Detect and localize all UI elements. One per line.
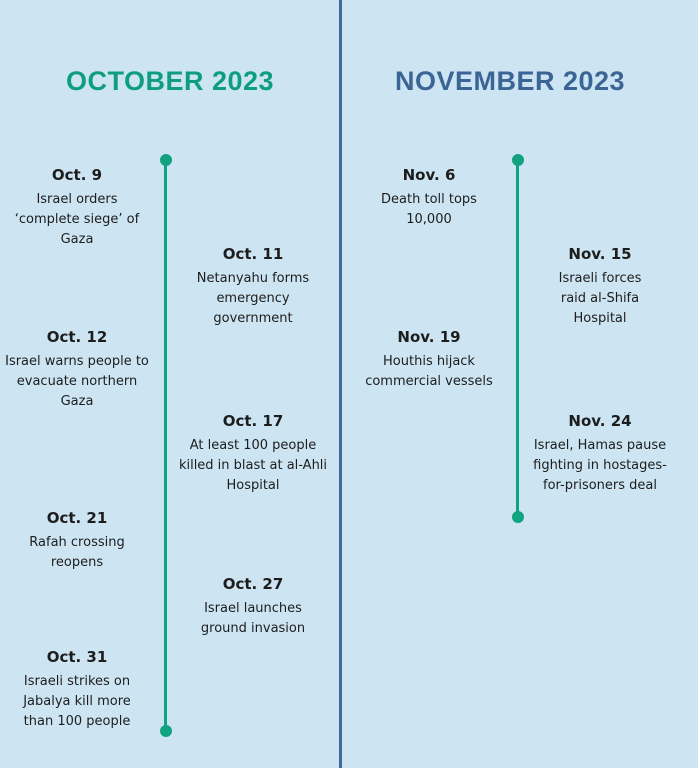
november-timeline-end-dot bbox=[512, 511, 524, 523]
event-description: Israel launches ground invasion bbox=[200, 601, 306, 636]
timeline-event-oct-9 bbox=[2, 166, 152, 250]
timeline-event-nov-19 bbox=[354, 328, 504, 392]
timeline-event-nov-24 bbox=[525, 412, 675, 496]
event-description: Rafah crossing reopens bbox=[29, 535, 125, 570]
event-description: Israel warns people to evacuate northern Gaza bbox=[5, 354, 149, 409]
timeline-event-oct-27 bbox=[178, 575, 328, 639]
event-description: Netanyahu forms emergency government bbox=[196, 271, 310, 326]
timeline-event-nov-6 bbox=[354, 166, 504, 230]
event-description: At least 100 people killed in blast at al-Ahli Hospital bbox=[178, 438, 328, 493]
event-date: Oct. 9 bbox=[51, 166, 103, 184]
event-date: Oct. 12 bbox=[46, 328, 108, 346]
month-divider bbox=[339, 0, 342, 768]
november-timeline-line bbox=[516, 160, 519, 517]
event-date: Oct. 11 bbox=[222, 245, 284, 263]
november-timeline-start-dot bbox=[512, 154, 524, 166]
november-title: NOVEMBER 2023 bbox=[394, 66, 626, 96]
event-date: Nov. 6 bbox=[402, 166, 456, 184]
event-date: Nov. 24 bbox=[568, 412, 632, 430]
event-description: Death toll tops 10,000 bbox=[381, 192, 477, 227]
timeline-event-oct-17 bbox=[178, 412, 328, 496]
event-description: Israeli strikes on Jabalya kill more than 100 people bbox=[23, 674, 131, 729]
timeline-event-oct-12 bbox=[2, 328, 152, 412]
october-timeline-line bbox=[164, 160, 167, 731]
timeline-event-oct-31 bbox=[2, 648, 152, 732]
event-date: Oct. 31 bbox=[46, 648, 108, 666]
october-timeline-start-dot bbox=[160, 154, 172, 166]
event-description: Israel, Hamas pause fighting in hostages-for-prisoners deal bbox=[533, 438, 667, 493]
event-description: Houthis hijack commercial vessels bbox=[365, 354, 493, 389]
event-date: Oct. 17 bbox=[222, 412, 284, 430]
timeline-event-oct-21 bbox=[2, 509, 152, 573]
event-date: Oct. 21 bbox=[46, 509, 108, 527]
timeline-event-oct-11 bbox=[178, 245, 328, 329]
event-description: Israeli forces raid al-Shifa Hospital bbox=[558, 271, 642, 326]
october-timeline-end-dot bbox=[160, 725, 172, 737]
event-date: Nov. 15 bbox=[568, 245, 632, 263]
october-title: OCTOBER 2023 bbox=[65, 66, 275, 96]
timeline-event-nov-15 bbox=[525, 245, 675, 329]
event-date: Nov. 19 bbox=[397, 328, 461, 346]
event-description: Israel orders ‘complete siege’ of Gaza bbox=[14, 192, 140, 247]
event-date: Oct. 27 bbox=[222, 575, 284, 593]
